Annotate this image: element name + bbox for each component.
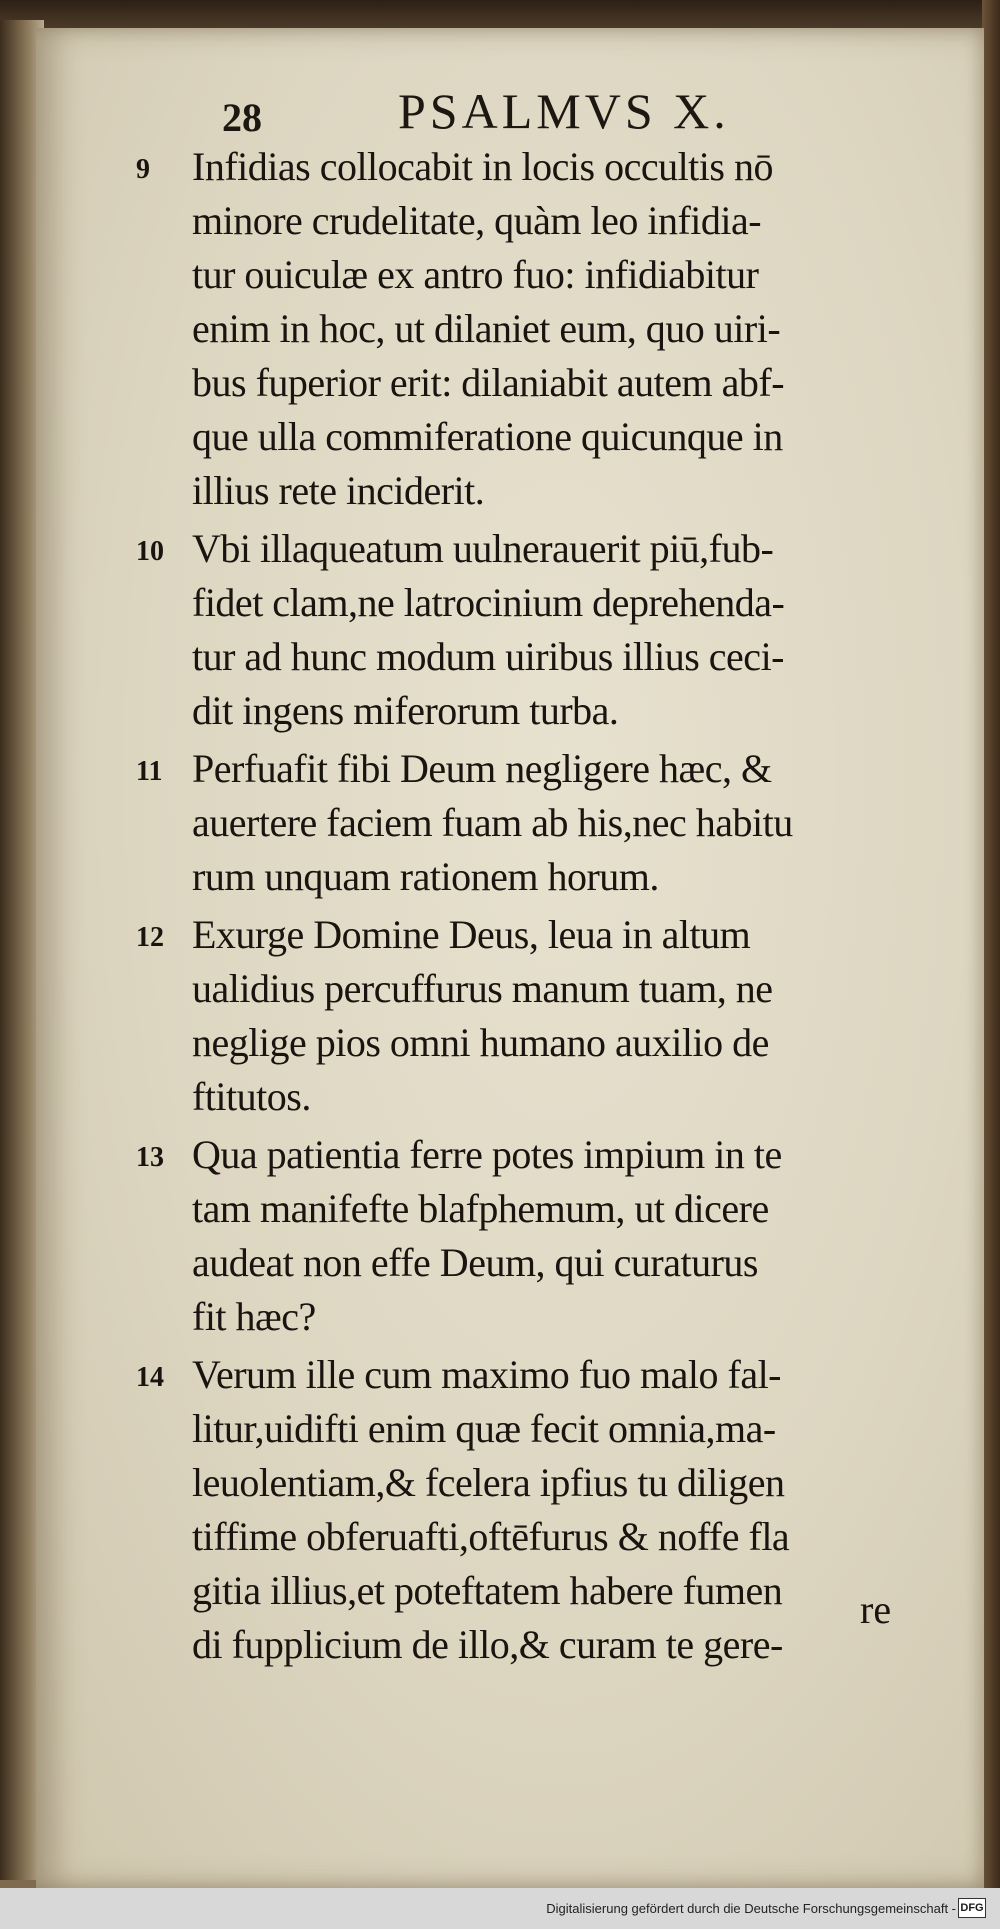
verse-line: illius rete inciderit.: [192, 468, 485, 513]
verse-line: leuolentiam,& fcelera ipfius tu diligen: [192, 1460, 785, 1505]
verse-line: tam manifefte blafphemum, ut dicere: [192, 1186, 769, 1231]
page-number: 28: [222, 95, 262, 140]
dfg-logo-icon: DFG: [958, 1898, 986, 1918]
verse-text: [192, 140, 912, 518]
verse-line: audeat non effe Deum, qui curaturus: [192, 1240, 758, 1285]
verse-line: tur ouiculæ ex antro fuo: infidiabitur: [192, 252, 759, 297]
verse-number: 13: [136, 1142, 164, 1173]
funding-note: Digitalisierung gefördert durch die Deutsche Forschungsgemeinschaft -: [546, 1901, 956, 1916]
verse-line: enim in hoc, ut dilaniet eum, quo uiri-: [192, 306, 781, 351]
verse-13: [0, 1128, 1000, 1344]
verse-9: [0, 140, 1000, 518]
verse-line: tur ad hunc modum uiribus illius ceci-: [192, 634, 784, 679]
verse-number: 12: [136, 922, 164, 953]
verse-14: [0, 1348, 1000, 1672]
verse-text: [192, 742, 912, 904]
verse-line: gitia illius,et poteftatem habere fumen: [192, 1568, 783, 1613]
verse-line: fidet clam,ne latrocinium deprehenda-: [192, 580, 785, 625]
verse-line: Exurge Domine Deus, leua in altum: [192, 912, 751, 957]
verse-text: [192, 522, 912, 738]
verse-line: minore crudelitate, quàm leo infidia-: [192, 198, 762, 243]
verse-line: ualidius percuffurus manum tuam, ne: [192, 966, 773, 1011]
verse-line: tiffime obferuafti,oftēfurus & noffe fla: [192, 1514, 790, 1559]
verse-line: litur,uidifti enim quæ fecit omnia,ma-: [192, 1406, 776, 1451]
verse-line: que ulla commiferatione quicunque in: [192, 414, 783, 459]
running-title: PSALMVS X.: [398, 83, 730, 139]
verse-line: Vbi illaqueatum uulnerauerit piū,fub-: [192, 526, 774, 571]
catchword: re: [860, 1587, 892, 1632]
verse-12: [0, 908, 1000, 1124]
verse-line: Qua patientia ferre potes impium in te: [192, 1132, 782, 1177]
verse-line: rum unquam rationem horum.: [192, 854, 659, 899]
verse-line: dit ingens miferorum turba.: [192, 688, 619, 733]
verse-number: 9: [136, 154, 150, 185]
verse-list: [0, 140, 1000, 1676]
verse-number: 10: [136, 536, 164, 567]
verse-line: ftitutos.: [192, 1074, 311, 1119]
verse-text: [192, 1348, 912, 1672]
verse-line: Verum ille cum maximo fuo malo fal-: [192, 1352, 782, 1397]
verse-number: 11: [136, 756, 163, 787]
verse-line: di fupplicium de illo,& curam te gere-: [192, 1622, 783, 1667]
verse-10: [0, 522, 1000, 738]
verse-11: [0, 742, 1000, 904]
verse-line: bus fuperior erit: dilaniabit autem abf-: [192, 360, 785, 405]
verse-number: 14: [136, 1362, 164, 1393]
verse-text: [192, 908, 912, 1124]
verse-line: Perfuafit fibi Deum negligere hæc, &: [192, 746, 772, 791]
verse-text: [192, 1128, 912, 1344]
verse-line: Infidias collocabit in locis occultis nō: [192, 144, 773, 189]
verse-line: auertere faciem fuam ab his,nec habitu: [192, 800, 793, 845]
verse-line: neglige pios omni humano auxilio de: [192, 1020, 769, 1065]
verse-line: fit hæc?: [192, 1294, 316, 1339]
